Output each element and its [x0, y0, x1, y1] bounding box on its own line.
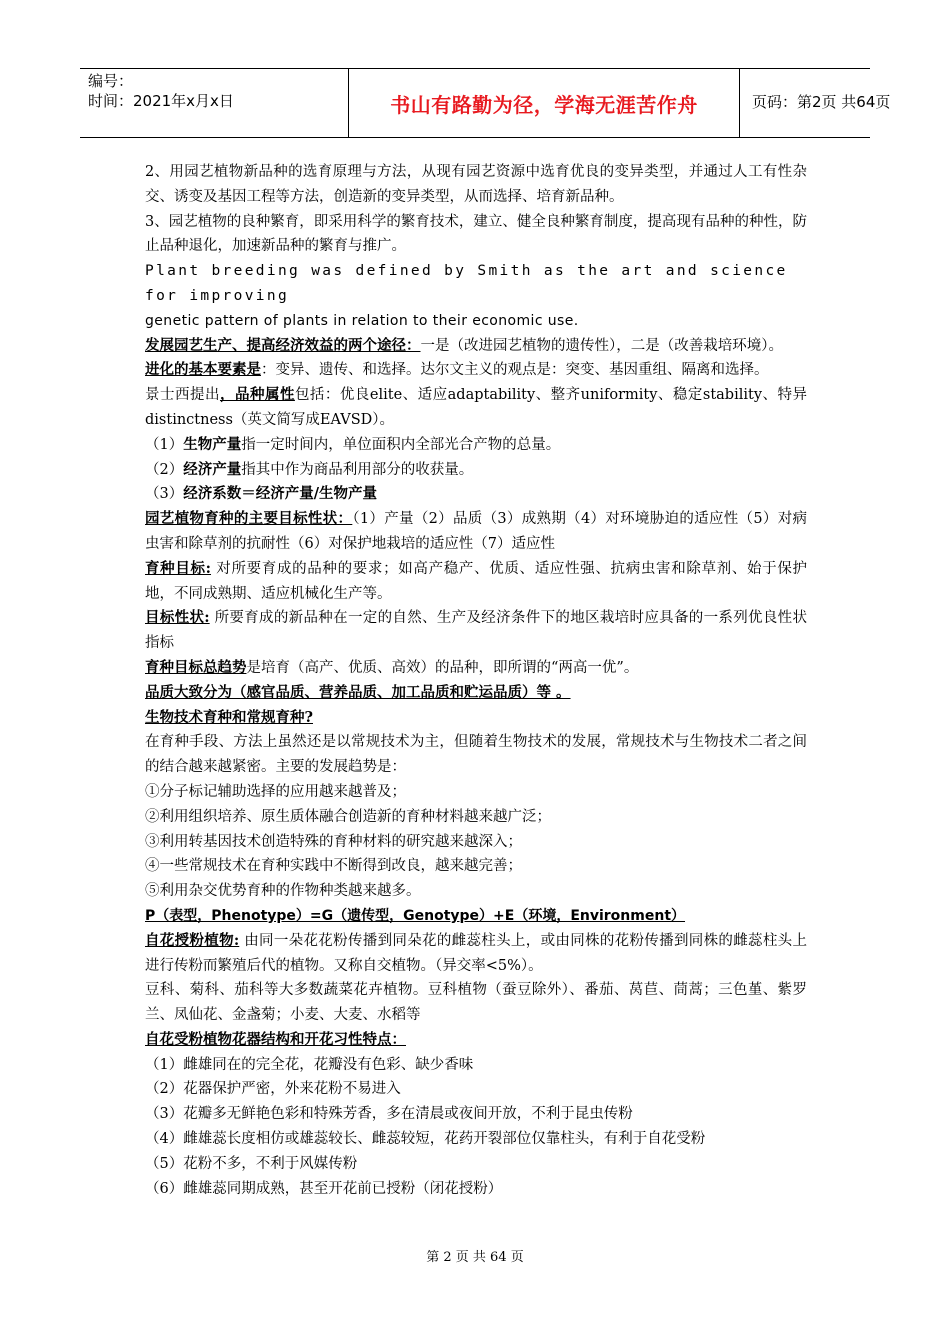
definition-line-2: genetic pattern of plants in relation to their economic use. [145, 312, 579, 329]
coefficient-number: （3） [145, 486, 184, 503]
definition-line-1: Plant breeding was defined by Smith as the art and science for improving [145, 263, 788, 304]
paragraph-breeding-goal [145, 557, 807, 607]
list-item: （6）雌雄蕊同期成熟，甚至开花前已授粉（闭花授粉） [145, 1180, 503, 1197]
paragraph-economic-coefficient [145, 482, 807, 507]
bio-yield-text: 指一定时间内，单位面积内全部光合产物的总量。 [241, 436, 561, 453]
variety-text: 包括：优良elite、适应adaptability、整齐uniformity、稳定stability、特异distinctness（英文简写成EAVSD）。 [145, 387, 807, 428]
two-approaches-text: 一是（改进园艺植物的遗传性），二是（改善栽培环境）。 [420, 337, 783, 354]
quality-types-heading: 品质大致分为（感官品质、营养品质、加工品质和贮运品质）等 。 [145, 683, 571, 701]
biotech-question-heading: 生物技术育种和常规育种? [145, 708, 313, 726]
paragraph-evolution-elements [145, 358, 807, 383]
flower-structure-heading: 自花受粉植物花器结构和开花习性特点： [145, 1030, 406, 1048]
target-characters-text: 所要育成的新品种在一定的自然、生产及经济条件下的地区栽培时应具备的一系列优良性状指标 [145, 610, 808, 652]
paragraph-quality-types [145, 681, 807, 706]
list-item: ③利用转基因技术创造特殊的育种材料的研究越来越深入； [145, 833, 522, 850]
self-pollinated-heading: 自花授粉植物: [145, 931, 240, 949]
target-traits-text: （1）产量（2）品质（3）成熟期（4）对环境胁迫的适应性（5）对病虫害和除草剂的抗耐性（6）对保护地栽培的适应性（7）适应性 [145, 511, 808, 552]
list-item: ②利用组织培养、原生质体融合创造新的育种材料越来越广泛； [145, 808, 551, 825]
self-pollinated-text: 由同一朵花花粉传播到同朵花的雌蕊柱头上，或由同株的花粉传播到同株的雌蕊柱头上进行传粉而繁殖后代的植物。又称自交植物。（异交率<5%）。 [145, 932, 807, 974]
paragraph-phenotype-formula [145, 904, 807, 929]
paragraph-seed-propagation: 3、园艺植物的良种繁育，即采用科学的繁育技术，建立、健全良种繁育制度，提高现有品种的种性，防止品种退化，加速新品种的繁育与推广。 [145, 213, 807, 255]
two-approaches-heading: 发展园艺生产、提高经济效益的两个途径： [145, 336, 421, 354]
breeding-goal-heading: 育种目标: [145, 559, 212, 577]
evolution-text: ：变异、遗传、和选择。达尔文主义的观点是：突变、基因重组、隔离和选择。 [261, 362, 769, 379]
goal-trend-heading: 育种目标总趋势 [145, 658, 247, 676]
paragraph-biological-yield [145, 433, 807, 458]
page-header [80, 68, 891, 138]
header-meta [88, 71, 278, 111]
paragraph-variety-attributes [145, 383, 807, 433]
paragraph-target-characters [145, 606, 807, 656]
header-motto: 书山有路勤为径，学海无涯苦作舟 [348, 69, 740, 137]
paragraph-biotech-trend: 在育种手段、方法上虽然还是以常规技术为主，但随着生物技术的发展，常规技术与生物技术二者之间的结合越来越紧密。主要的发展趋势是： [145, 734, 807, 776]
bio-yield-heading: 生物产量 [183, 435, 242, 453]
list-item: （3）花瓣多无鲜艳色彩和特殊芳香，多在清晨或夜间开放，不利于昆虫传粉 [145, 1106, 633, 1123]
paragraph-plant-breeding-definition [145, 259, 807, 333]
paragraph-biotech-question [145, 706, 807, 731]
document-number-label: 编号： [88, 72, 134, 90]
list-item: ①分子标记辅助选择的应用越来越普及； [145, 783, 406, 800]
coefficient-heading: 经济系数＝经济产量/生物产量 [183, 485, 378, 503]
header-page-info: 页码：第2页 共64页 [752, 93, 891, 111]
document-body [145, 160, 807, 1201]
evolution-heading: 进化的基本要素是 [145, 361, 261, 379]
document-time-label: 时间：2021年x月x日 [88, 92, 234, 110]
list-item: ④一些常规技术在育种实践中不断得到改良，越来越完善； [145, 858, 522, 875]
paragraph-economic-yield [145, 458, 807, 483]
paragraph-self-pollinated-examples: 豆科、菊科、茄科等大多数蔬菜花卉植物。豆科植物（蚕豆除外）、番茄、莴苣、茼蒿；三色堇、紫罗兰、凤仙花、金盏菊；小麦、大麦、水稻等 [145, 982, 807, 1024]
goal-trend-text: 是培育（高产、优质、高效）的品种，即所谓的“两高一优”。 [246, 659, 639, 676]
target-traits-heading: 园艺植物育种的主要目标性状： [145, 510, 353, 528]
paragraph-breeding-selection: 2、用园艺植物新品种的选育原理与方法，从现有园艺资源中选育优良的变异类型，并通过人工有性杂交、诱变及基因工程等方法，创造新的变异类型，从而选择、培育新品种。 [145, 164, 807, 205]
list-item: （1）雌雄同在的完全花，花瓣没有色彩、缺少香味 [145, 1056, 474, 1073]
bio-yield-number: （1） [145, 436, 184, 453]
phenotype-formula: P（表型，Phenotype）=G（遗传型，Genotype）+E（环境，Environment） [145, 907, 686, 924]
paragraph-goal-trend [145, 656, 807, 681]
breeding-goal-text: 对所要育成的品种的要求；如高产稳产、优质、适应性强、抗病虫害和除草剂、始于保护地，不同成熟期、适应机械化生产等。 [145, 560, 807, 602]
list-item: ⑤利用杂交优势育种的作物种类越来越多。 [145, 883, 421, 900]
eco-yield-text: 指其中作为商品利用部分的收获量。 [241, 461, 474, 478]
paragraph-flower-structure [145, 1028, 807, 1053]
page-footer: 第 2 页 共 64 页 [426, 1250, 524, 1265]
variety-heading: ，品种属性 [219, 386, 295, 404]
eco-yield-number: （2） [145, 461, 184, 478]
paragraph-target-traits [145, 507, 807, 557]
target-characters-heading: 目标性状: [145, 609, 210, 627]
paragraph-two-approaches [145, 334, 807, 359]
paragraph-self-pollinated [145, 929, 807, 979]
list-item: （4）雌雄蕊长度相仿或雄蕊较长、雌蕊较短，花药开裂部位仅靠柱头，有利于自花受粉 [145, 1131, 706, 1148]
list-item: （5）花粉不多，不利于风媒传粉 [145, 1155, 358, 1172]
variety-prefix: 景士西提出 [145, 387, 220, 404]
list-item: （2）花器保护严密，外来花粉不易进入 [145, 1081, 401, 1098]
eco-yield-heading: 经济产量 [183, 460, 242, 478]
